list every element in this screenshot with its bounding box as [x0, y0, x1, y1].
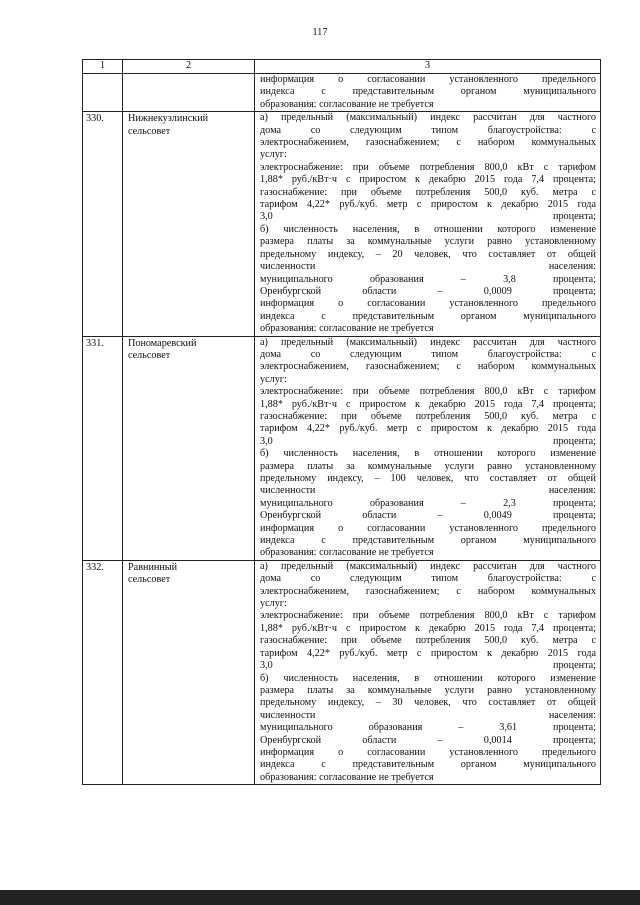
- text-line: 1,88* руб./кВт·ч с приростом к декабрю 2015 года 7,4 процента;: [260, 174, 596, 186]
- text-line: дома со следующим типом благоустройства: с: [260, 124, 596, 136]
- table-header-row: [83, 60, 601, 74]
- text-line: тарифом 4,22* руб./куб. метр с приростом к декабрю 2015 года: [260, 199, 596, 211]
- row-number: 332.: [83, 560, 123, 784]
- text-line: размера платы за коммунальные услуги равно установленному: [260, 684, 596, 696]
- row-number: 330.: [83, 112, 123, 336]
- scan-bottom-edge: [0, 890, 640, 905]
- table-row: [83, 336, 601, 560]
- text-line: индекса с представительным органом муниципального: [260, 759, 596, 771]
- text-line: индекса с представительным органом муниципального: [260, 310, 596, 322]
- text-line: 3,0 процента;: [260, 435, 596, 447]
- text-line: информация о согласовании установленного предельного: [260, 522, 596, 534]
- text-line: предельному индексу, – 30 человек, что составляет от общей: [260, 697, 596, 709]
- text-line: информация о согласовании установленного предельного: [260, 298, 596, 310]
- text-line: информация о согласовании установленного предельного: [260, 746, 596, 758]
- text-line: предельному индексу, – 100 человек, что составляет от общей: [260, 473, 596, 484]
- text-line: дома со следующим типом благоустройства: с: [260, 348, 596, 360]
- table-row: [83, 560, 601, 784]
- row-description: [255, 560, 601, 784]
- continuation-num-cell: [83, 74, 123, 112]
- header-col-3: 3: [255, 60, 601, 74]
- continuation-row: [83, 74, 601, 112]
- text-line: размера платы за коммунальные услуги равно установленному: [260, 460, 596, 472]
- text-line: б) численность населения, в отношении которого изменение: [260, 672, 596, 684]
- text-line: муниципального образования – 2,3 процента;: [260, 497, 596, 509]
- row-description: [255, 336, 601, 560]
- text-line: дома со следующим типом благоустройства: с: [260, 573, 596, 585]
- row-number: 331.: [83, 336, 123, 560]
- text-line: муниципального образования – 3,8 процента;: [260, 273, 596, 285]
- header-col-2: 2: [123, 60, 255, 74]
- text-line: электроснабжение: при объеме потребления 800,0 кВт с тарифом: [260, 386, 596, 398]
- page-number: 117: [312, 27, 328, 38]
- text-line: индекса с представительным органом муниципального: [260, 86, 596, 98]
- text-line: муниципального образования – 3,61 процента;: [260, 722, 596, 734]
- table-row: [83, 112, 601, 336]
- text-line: индекса с представительным органом муниципального: [260, 535, 596, 547]
- text-line: численности населения:: [260, 485, 596, 497]
- text-line: информация о согласовании установленного предельного: [260, 74, 596, 85]
- text-line: образования: согласование не требуется: [260, 547, 434, 559]
- indices-table: [82, 59, 601, 785]
- text-line: услуг:: [260, 373, 287, 385]
- text-line: образования: согласование не требуется: [260, 98, 434, 110]
- text-line: электроснабжением, газоснабжением; с набором коммунальных: [260, 137, 596, 149]
- text-line: тарифом 4,22* руб./куб. метр с приростом к декабрю 2015 года: [260, 423, 596, 435]
- row-municipality-name: Равнинный сельсовет: [123, 560, 255, 784]
- text-line: размера платы за коммунальные услуги равно установленному: [260, 236, 596, 248]
- text-line: образования: согласование не требуется: [260, 323, 434, 335]
- text-line: 3,0 процента;: [260, 211, 596, 223]
- text-line: образования: согласование не требуется: [260, 771, 434, 783]
- continuation-desc-cell: [255, 74, 601, 112]
- text-line: предельному индексу, – 20 человек, что составляет от общей: [260, 248, 596, 260]
- text-line: а) предельный (максимальный) индекс рассчитан для частного: [260, 560, 596, 572]
- continuation-name-cell: [123, 74, 255, 112]
- text-line: электроснабжением, газоснабжением; с набором коммунальных: [260, 585, 596, 597]
- text-line: б) численность населения, в отношении которого изменение: [260, 448, 596, 460]
- text-line: 1,88* руб./кВт·ч с приростом к декабрю 2015 года 7,4 процента;: [260, 622, 596, 634]
- text-line: услуг:: [260, 149, 287, 161]
- text-line: численности населения:: [260, 261, 596, 273]
- text-line: электроснабжением, газоснабжением; с набором коммунальных: [260, 361, 596, 373]
- text-line: газоснабжение: при объеме потребления 500,0 куб. метра с: [260, 410, 596, 422]
- text-line: тарифом 4,22* руб./куб. метр с приростом к декабрю 2015 года: [260, 647, 596, 659]
- row-description: [255, 112, 601, 336]
- text-line: Оренбургской области – 0,0014 процента;: [260, 734, 596, 746]
- text-line: электроснабжение: при объеме потребления 800,0 кВт с тарифом: [260, 161, 596, 173]
- text-line: газоснабжение: при объеме потребления 500,0 куб. метра с: [260, 186, 596, 198]
- header-col-1: 1: [83, 60, 123, 74]
- row-municipality-name: Пономаревский сельсовет: [123, 336, 255, 560]
- text-line: 3,0 процента;: [260, 660, 596, 672]
- text-line: Оренбургской области – 0,0009 процента;: [260, 285, 596, 297]
- text-line: Оренбургской области – 0,0049 процента;: [260, 510, 596, 522]
- text-line: газоснабжение: при объеме потребления 500,0 куб. метра с: [260, 635, 596, 647]
- text-line: б) численность населения, в отношении которого изменение: [260, 223, 596, 235]
- text-line: электроснабжение: при объеме потребления 800,0 кВт с тарифом: [260, 610, 596, 622]
- text-line: численности населения:: [260, 709, 596, 721]
- row-municipality-name: Нижнекузлинский сельсовет: [123, 112, 255, 336]
- text-line: 1,88* руб./кВт·ч с приростом к декабрю 2015 года 7,4 процента;: [260, 398, 596, 410]
- text-line: услуг:: [260, 598, 287, 610]
- text-line: а) предельный (максимальный) индекс рассчитан для частного: [260, 112, 596, 124]
- text-line: а) предельный (максимальный) индекс рассчитан для частного: [260, 336, 596, 348]
